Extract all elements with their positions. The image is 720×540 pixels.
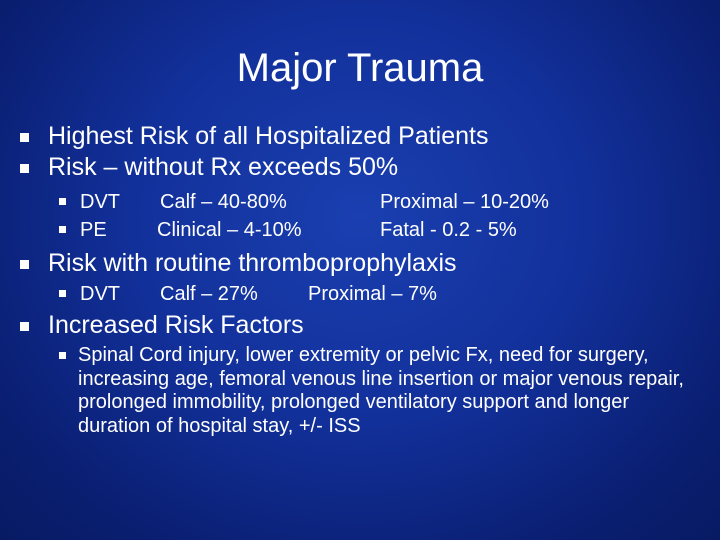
sub-bullet-label: DVT: [80, 283, 120, 305]
sub-bullet-item: [0, 344, 720, 464]
bullet-text: Risk with routine thromboprophylaxis: [48, 249, 457, 277]
bullet-text: Increased Risk Factors: [48, 311, 304, 339]
bullet-text: Risk – without Rx exceeds 50%: [48, 153, 399, 181]
bullet-item: [0, 310, 720, 340]
bullet-item: [0, 121, 720, 151]
sub-bullet-item: [0, 190, 720, 214]
sub-bullet-label: DVT: [80, 191, 120, 213]
square-bullet-icon: [20, 164, 29, 173]
square-bullet-icon: [59, 226, 66, 233]
square-bullet-icon: [59, 290, 66, 297]
sub-bullet-col3: Proximal – 10-20%: [380, 191, 549, 213]
sub-bullet-col3: Fatal - 0.2 - 5%: [380, 219, 517, 241]
square-bullet-icon: [20, 133, 29, 142]
sub-bullet-col2: Calf – 27%: [160, 283, 258, 305]
slide-title: Major Trauma: [236, 46, 484, 90]
sub-bullet-item: [0, 282, 720, 306]
bullet-item: [0, 152, 720, 182]
bullet-item: [0, 248, 720, 278]
sub-bullet-label: PE: [80, 219, 107, 241]
square-bullet-icon: [20, 322, 29, 331]
sub-bullet-col2: Calf – 40-80%: [160, 191, 287, 213]
square-bullet-icon: [59, 352, 66, 359]
bullet-text: Highest Risk of all Hospitalized Patients: [48, 122, 489, 150]
square-bullet-icon: [59, 198, 66, 205]
sub-bullet-col3: Proximal – 7%: [308, 283, 437, 305]
sub-bullet-paragraph: Spinal Cord injury, lower extremity or pelvic Fx, need for surgery, increasing age, femoral venous line insertion or major venous repair, prolonged immobility, prolonged ventilatory support and longer duration of hospital stay, +/- ISS: [78, 344, 684, 437]
sub-bullet-item: [0, 218, 720, 242]
square-bullet-icon: [20, 260, 29, 269]
sub-bullet-col2: Clinical – 4-10%: [157, 219, 302, 241]
